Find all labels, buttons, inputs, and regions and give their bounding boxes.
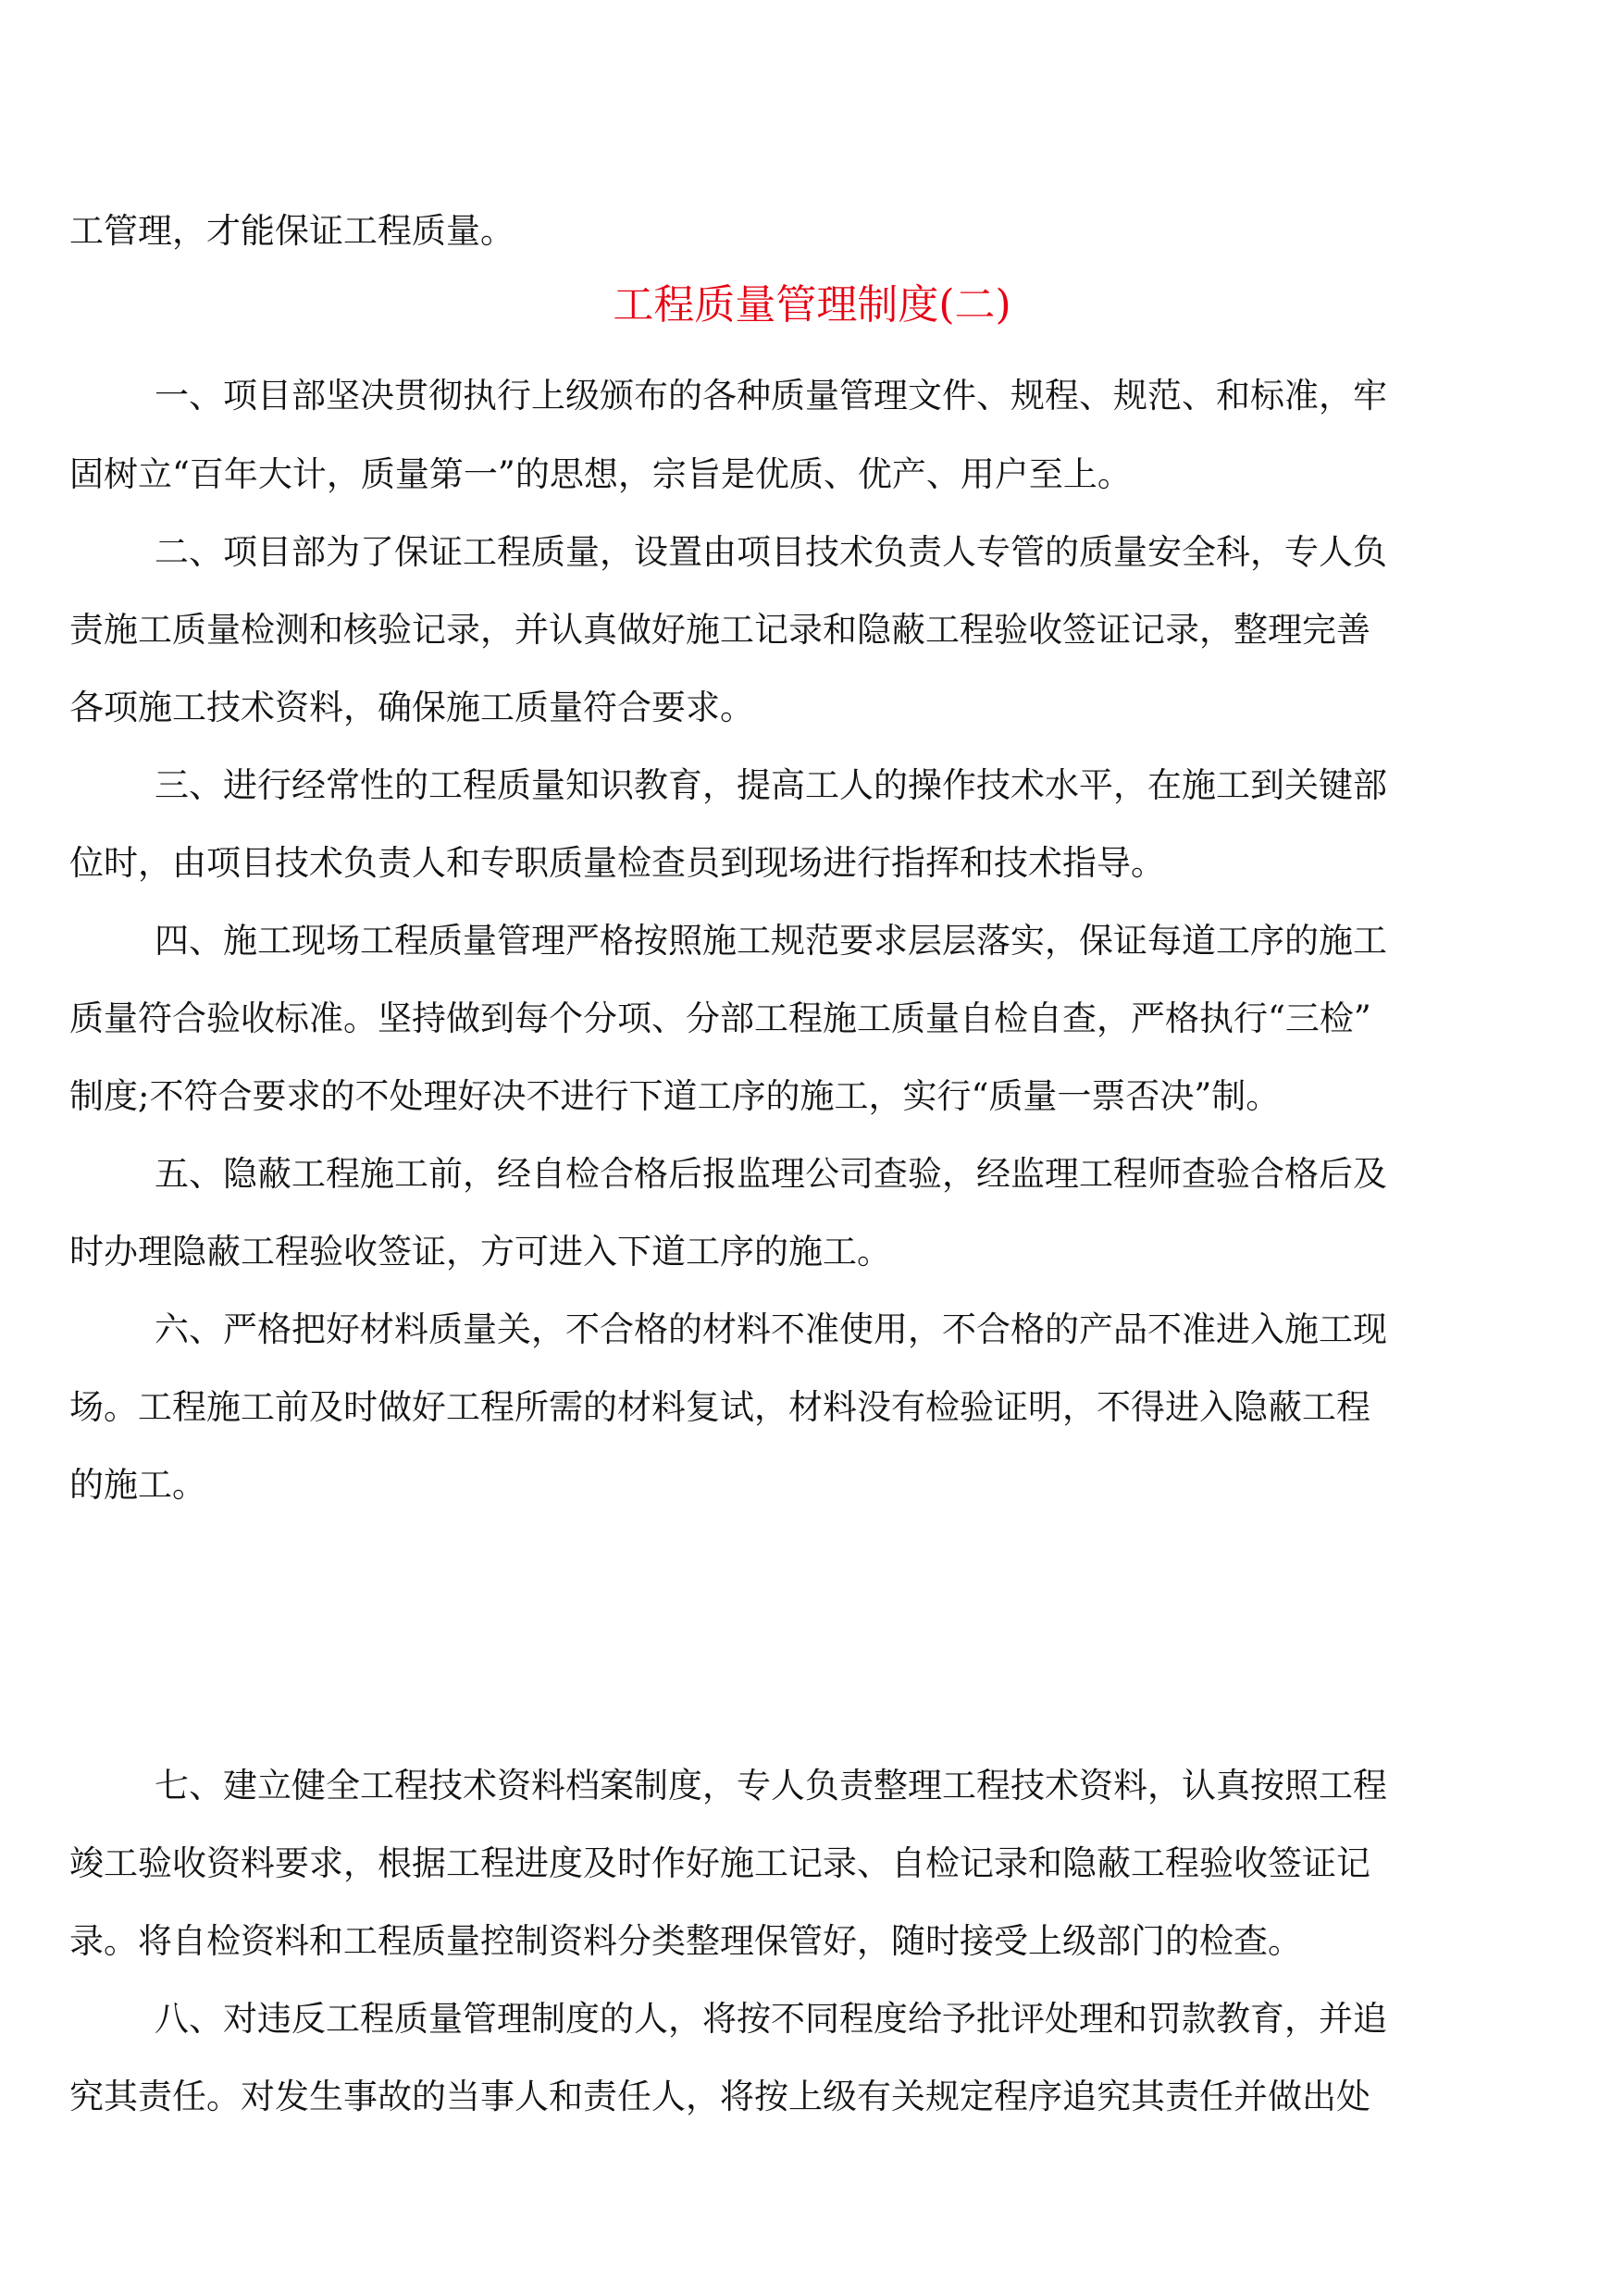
section-title: 工程质量管理制度(二) — [613, 281, 1011, 329]
paragraph-first-line: 一、项目部坚决贯彻执行上级颁布的各种质量管理文件、规程、规范、和标准，牢 — [155, 376, 1387, 416]
paragraph-first-line: 四、施工现场工程质量管理严格按照施工规范要求层层落实，保证每道工序的施工 — [155, 921, 1387, 961]
text-line: 位时，由项目技术负责人和专职质量检查员到现场进行指挥和技术指导。 — [69, 843, 1165, 883]
paragraph-first-line: 六、严格把好材料质量关，不合格的材料不准使用，不合格的产品不准进入施工现 — [155, 1309, 1387, 1349]
text-line: 时办理隐蔽工程验收签证，方可进入下道工序的施工。 — [69, 1232, 891, 1272]
text-line: 各项施工技术资料，确保施工质量符合要求。 — [69, 688, 754, 727]
text-line: 竣工验收资料要求，根据工程进度及时作好施工记录、自检记录和隐蔽工程验收签证记 — [69, 1843, 1370, 1883]
text-line: 责施工质量检测和核验记录，并认真做好施工记录和隐蔽工程验收签证记录，整理完善 — [69, 610, 1370, 650]
paragraph-first-line: 二、项目部为了保证工程质量，设置由项目技术负责人专管的质量安全科，专人负 — [155, 532, 1387, 572]
text-line: 固树立“百年大计，质量第一”的思想，宗旨是优质、优产、用户至上。 — [69, 454, 1132, 494]
paragraph-first-line: 五、隐蔽工程施工前，经自检合格后报监理公司查验，经监理工程师查验合格后及 — [155, 1154, 1387, 1194]
text-line: 录。将自检资料和工程质量控制资料分类整理保管好，随时接受上级部门的检查。 — [69, 1921, 1302, 1961]
text-line: 场。工程施工前及时做好工程所需的材料复试，材料没有检验证明，不得进入隐蔽工程 — [69, 1387, 1370, 1427]
text-line: 究其责任。对发生事故的当事人和责任人，将按上级有关规定程序追究其责任并做出处 — [69, 2077, 1370, 2116]
text-line: 的施工。 — [69, 1465, 206, 1505]
text-line: 工管理，才能保证工程质量。 — [69, 211, 514, 251]
text-line: 制度;不符合要求的不处理好决不进行下道工序的施工，实行“质量一票否决”制。 — [69, 1076, 1281, 1116]
paragraph-first-line: 七、建立健全工程技术资料档案制度，专人负责整理工程技术资料，认真按照工程 — [155, 1766, 1387, 1805]
paragraph-first-line: 三、进行经常性的工程质量知识教育，提高工人的操作技术水平，在施工到关键部 — [155, 765, 1387, 805]
paragraph-first-line: 八、对违反工程质量管理制度的人，将按不同程度给予批评处理和罚款教育，并追 — [155, 1999, 1387, 2039]
text-line: 质量符合验收标准。坚持做到每个分项、分部工程施工质量自检自查，严格执行“三检” — [69, 999, 1371, 1038]
